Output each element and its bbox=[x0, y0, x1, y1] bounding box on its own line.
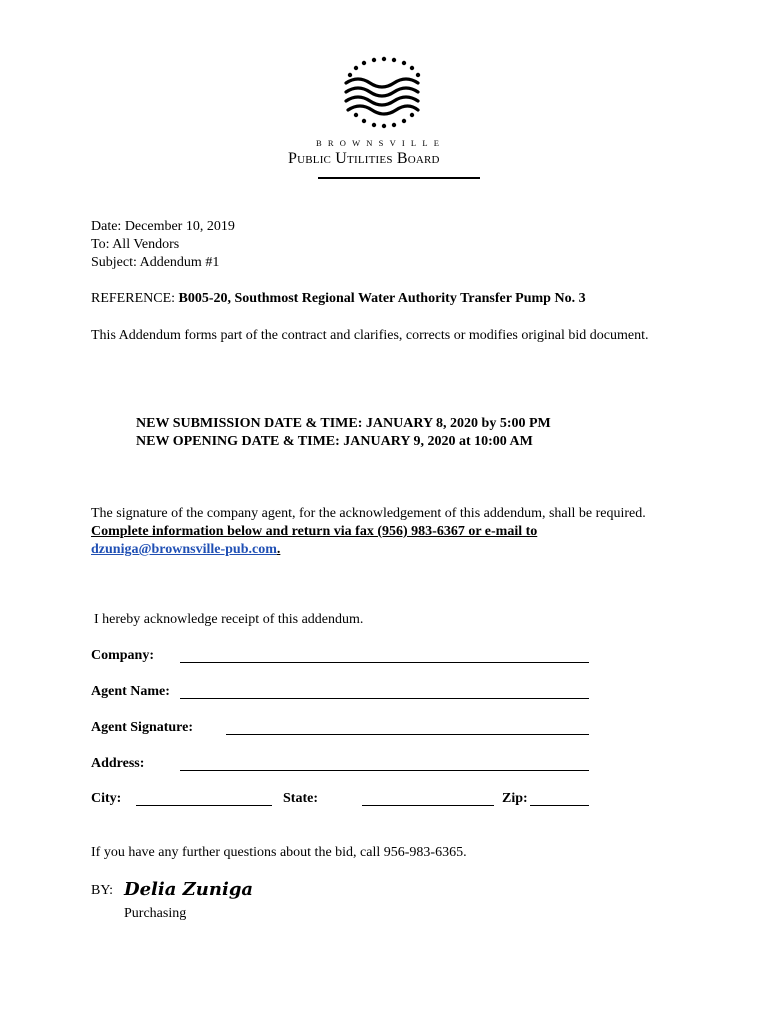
email-period: . bbox=[276, 542, 281, 557]
zip-field[interactable] bbox=[530, 805, 589, 806]
reference-line bbox=[91, 291, 586, 307]
agent-signature-field[interactable] bbox=[226, 734, 589, 735]
receipt-statement: I hereby acknowledge receipt of this addendum. bbox=[94, 612, 364, 627]
email-link[interactable]: dzuniga@brownsville-pub.com bbox=[91, 542, 277, 557]
acknowledgement-paragraph bbox=[91, 505, 651, 559]
opening-date: NEW OPENING DATE & TIME: JANUARY 9, 2020 at 10:00 AM bbox=[136, 434, 533, 449]
memo-date: Date: December 10, 2019 bbox=[91, 219, 235, 234]
address-field[interactable] bbox=[180, 770, 589, 771]
agent-signature-label: Agent Signature: bbox=[91, 720, 194, 735]
department: Purchasing bbox=[124, 906, 187, 921]
pub-logo-icon bbox=[336, 55, 432, 135]
org-city-name: BROWNSVILLE bbox=[316, 138, 446, 148]
header-divider bbox=[318, 177, 480, 179]
reference-label: REFERENCE: bbox=[91, 291, 179, 306]
city-field[interactable] bbox=[136, 805, 272, 806]
intro-paragraph: This Addendum forms part of the contract and clarifies, corrects or modifies original bid document. bbox=[91, 328, 649, 343]
agent-name-field[interactable] bbox=[180, 698, 589, 699]
reference-value: B005-20, Southmost Regional Water Authority Transfer Pump No. 3 bbox=[178, 291, 586, 306]
city-label: City: bbox=[91, 791, 122, 806]
return-instruction: Complete information below and return via fax (956) 983-6367 or e-mail to bbox=[91, 524, 538, 539]
agent-name-label: Agent Name: bbox=[91, 684, 170, 699]
address-label: Address: bbox=[91, 756, 145, 771]
zip-label: Zip: bbox=[502, 791, 528, 806]
org-name: Public Utilities Board bbox=[288, 150, 440, 167]
company-field[interactable] bbox=[180, 662, 589, 663]
submission-date: NEW SUBMISSION DATE & TIME: JANUARY 8, 2020 by 5:00 PM bbox=[136, 416, 551, 431]
company-label: Company: bbox=[91, 648, 155, 663]
questions-line: If you have any further questions about the bid, call 956-983-6365. bbox=[91, 845, 467, 860]
signature: Delia Zuniga bbox=[124, 879, 254, 900]
state-label: State: bbox=[283, 791, 318, 806]
acknowledgement-text: The signature of the company agent, for the acknowledgement of this addendum, shall be required. bbox=[91, 506, 646, 521]
memo-to: To: All Vendors bbox=[91, 237, 180, 252]
state-field[interactable] bbox=[362, 805, 494, 806]
by-label: BY: bbox=[91, 883, 114, 898]
memo-subject: Subject: Addendum #1 bbox=[91, 255, 220, 270]
